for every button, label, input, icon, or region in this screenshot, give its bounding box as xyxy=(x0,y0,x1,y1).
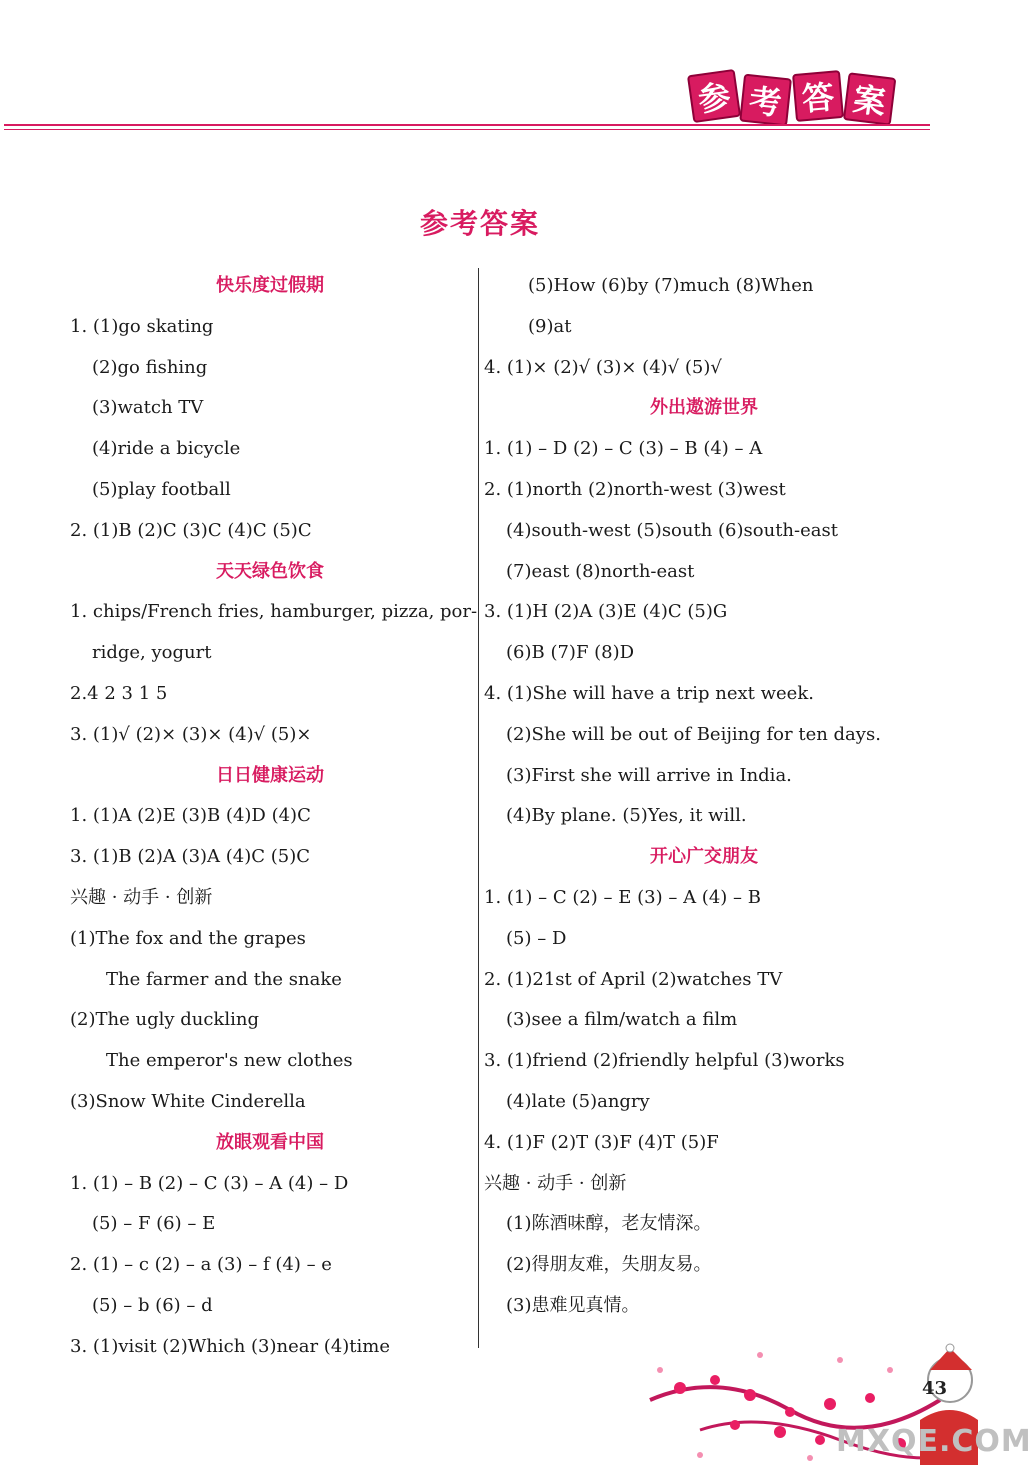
answer-line: (5)How (6)by (7)much (8)When xyxy=(528,275,814,296)
answer-line: 4. (1)× (2)√ (3)× (4)√ (5)√ xyxy=(484,356,722,378)
answer-line: (3)Snow White Cinderella xyxy=(70,1090,306,1112)
page-number: 43 xyxy=(922,1378,948,1399)
answer-line: 3. (1)B (2)A (3)A (4)C (5)C xyxy=(70,846,311,868)
answer-line: 2. (1)B (2)C (3)C (4)C (5)C xyxy=(70,519,312,541)
answer-line: 3. (1)H (2)A (3)E (4)C (5)G xyxy=(484,601,728,623)
header-badge-char: 答 xyxy=(792,70,844,122)
header-badge xyxy=(690,72,894,123)
section-title: 开心广交朋友 xyxy=(650,846,758,868)
section-title: 外出遨游世界 xyxy=(650,397,758,419)
answer-line: (6)B (7)F (8)D xyxy=(506,642,635,664)
section-title: 快乐度过假期 xyxy=(216,275,324,296)
answer-line: 2.4 2 3 1 5 xyxy=(70,682,168,704)
answer-line: (5) – D xyxy=(506,927,567,949)
answer-line: (2)The ugly duckling xyxy=(70,1009,259,1031)
answer-line: (9)at xyxy=(528,315,572,337)
answer-line: (2)go fishing xyxy=(92,356,208,378)
answer-line: (3)watch TV xyxy=(92,397,204,419)
section-title: 天天绿色饮食 xyxy=(216,560,324,582)
header-rule-thin xyxy=(4,129,930,130)
answer-line: 1. (1)A (2)E (3)B (4)D (4)C xyxy=(70,805,311,827)
answer-line: 4. (1)She will have a trip next week. xyxy=(484,682,814,704)
column-divider xyxy=(478,268,479,1348)
answer-line: 兴趣 · 动手 · 创新 xyxy=(484,1172,627,1194)
watermark-text: MXQE.COM xyxy=(836,1424,1032,1459)
answer-line: (4)ride a bicycle xyxy=(92,438,241,460)
answer-line: 2. (1)north (2)north-west (3)west xyxy=(484,478,786,500)
left-column xyxy=(70,266,478,1368)
answer-line: 1. chips/French fries, hamburger, pizza, por- xyxy=(70,601,478,623)
answer-line: (5) – F (6) – E xyxy=(92,1213,216,1235)
header-rule xyxy=(4,124,930,126)
answer-line: (4)late (5)angry xyxy=(506,1090,650,1112)
answer-line: 兴趣 · 动手 · 创新 xyxy=(70,886,213,908)
answer-line: (7)east (8)north-east xyxy=(506,560,695,582)
answer-line: (3)First she will arrive in India. xyxy=(506,764,792,786)
section-title: 放眼观看中国 xyxy=(216,1131,324,1153)
answer-line: The emperor's new clothes xyxy=(106,1050,353,1072)
answer-line: 1. (1) – B (2) – C (3) – A (4) – D xyxy=(70,1172,349,1194)
answer-line: ridge, yogurt xyxy=(92,642,212,664)
answer-line: The farmer and the snake xyxy=(106,968,342,990)
answer-line: 3. (1)√ (2)× (3)× (4)√ (5)× xyxy=(70,723,312,745)
answer-line: (5)play football xyxy=(92,478,231,500)
answer-line: (3)患难见真情。 xyxy=(506,1294,640,1316)
header-badge-char: 参 xyxy=(687,69,741,123)
answer-line: 1. (1) – C (2) – E (3) – A (4) – B xyxy=(484,886,761,908)
answer-line: 4. (1)F (2)T (3)F (4)T (5)F xyxy=(484,1131,719,1153)
answer-line: (5) – b (6) – d xyxy=(92,1294,213,1316)
answer-line: 3. (1)friend (2)friendly helpful (3)works xyxy=(484,1050,845,1072)
right-column xyxy=(484,266,924,1327)
answer-line: 2. (1) – c (2) – a (3) – f (4) – e xyxy=(70,1254,332,1276)
page-title: 参考答案 xyxy=(419,207,540,240)
answer-line: (4)south-west (5)south (6)south-east xyxy=(506,519,838,541)
answer-line: 1. (1) – D (2) – C (3) – B (4) – A xyxy=(484,438,763,460)
answer-line: 3. (1)visit (2)Which (3)near (4)time xyxy=(70,1335,391,1357)
header-badge-char: 案 xyxy=(843,72,896,125)
answer-line: 2. (1)21st of April (2)watches TV xyxy=(484,968,783,990)
answer-line: (1)The fox and the grapes xyxy=(70,927,306,949)
section-title: 日日健康运动 xyxy=(216,764,324,786)
answer-line: (3)see a film/watch a film xyxy=(506,1009,738,1031)
answer-line: (2)得朋友难，失朋友易。 xyxy=(506,1254,712,1276)
answer-line: (2)She will be out of Beijing for ten days. xyxy=(506,723,881,745)
answer-line: 1. (1)go skating xyxy=(70,315,214,337)
answer-line: (1)陈酒味醇，老友情深。 xyxy=(506,1213,712,1235)
answer-line: (4)By plane. (5)Yes, it will. xyxy=(506,805,747,827)
header-badge-char: 考 xyxy=(739,74,792,127)
